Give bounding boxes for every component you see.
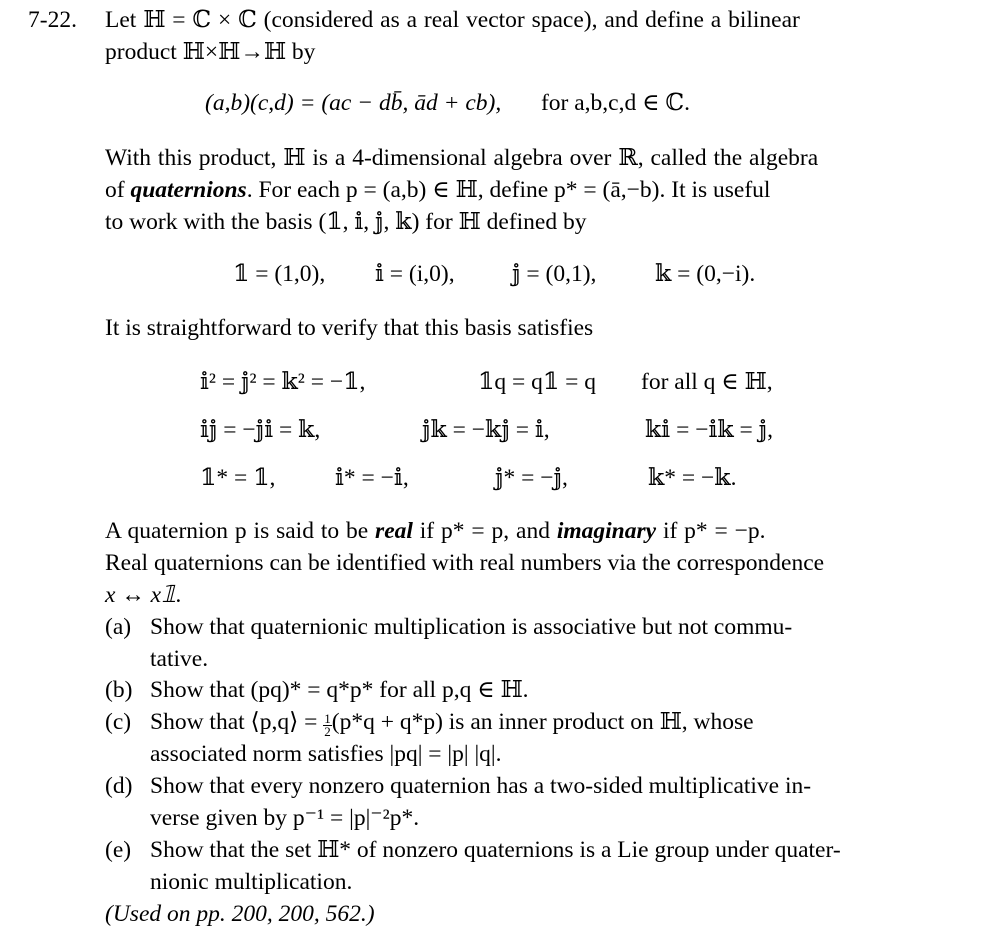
relation-ki: 𝕜𝕚 = −𝕚𝕜 = 𝕛, bbox=[645, 417, 774, 443]
paragraph1-line-2 bbox=[105, 174, 770, 206]
intro-line-2: product ℍ×ℍ→ℍ by bbox=[105, 39, 316, 65]
part-d-line-2: verse given by p⁻¹ = |p|⁻²p*. bbox=[150, 805, 420, 831]
text: A quaternion p is said to be bbox=[105, 518, 376, 544]
paragraph3-line-3: x ↔ x𝟙. bbox=[105, 582, 182, 608]
relation-ij: 𝕚𝕛 = −𝕛𝕚 = 𝕜, bbox=[200, 417, 321, 443]
part-a-line-2: tative. bbox=[150, 646, 209, 672]
basis-i: 𝕚 = (i,0), bbox=[375, 261, 455, 287]
term-quaternions: quaternions bbox=[130, 177, 247, 203]
part-a-label: (a) bbox=[105, 614, 132, 640]
fraction-denominator: 2 bbox=[324, 724, 331, 739]
basis-j: 𝕛 = (0,1), bbox=[512, 261, 597, 287]
part-e-line-2: nionic multiplication. bbox=[150, 869, 353, 895]
text: if p* = −p. bbox=[656, 518, 766, 544]
fraction-one-half bbox=[323, 713, 332, 738]
part-c-label: (c) bbox=[105, 709, 132, 735]
product-qualifier: for a,b,c,d ∈ ℂ. bbox=[540, 90, 690, 116]
paragraph1-line-1: With this product, ℍ is a 4-dimensional algebra over ℝ, called the algebra bbox=[105, 145, 819, 171]
part-d-line-1: Show that every nonzero quaternion has a two-sided multiplicative in- bbox=[150, 773, 812, 799]
product-formula-expr: (a,b)(c,d) = (ac − db̄, ād + cb), bbox=[205, 90, 502, 116]
relation-jk: 𝕛𝕜 = −𝕜𝕛 = 𝕚, bbox=[422, 417, 550, 443]
relation-identity: 𝟙q = q𝟙 = q bbox=[478, 369, 596, 395]
term-real: real bbox=[375, 518, 413, 544]
paragraph3-line-2: Real quaternions can be identified with real numbers via the correspondence bbox=[105, 550, 825, 576]
part-e-label: (e) bbox=[105, 837, 132, 863]
part-c-line-1 bbox=[150, 706, 754, 738]
fraction-numerator: 1 bbox=[324, 711, 331, 726]
conjugate-j: 𝕛* = −𝕛, bbox=[495, 465, 568, 491]
part-d-label: (d) bbox=[105, 773, 133, 799]
conjugate-k: 𝕜* = −𝕜. bbox=[648, 465, 737, 491]
product-formula bbox=[205, 87, 690, 119]
relation-squares: 𝕚² = 𝕛² = 𝕜² = −𝟙, bbox=[200, 369, 366, 395]
used-on-pages: (Used on pp. 200, 200, 562.) bbox=[105, 901, 375, 927]
text: Show that ⟨p,q⟩ = bbox=[150, 709, 324, 735]
part-a-line-1: Show that quaternionic multiplication is associative but not commu- bbox=[150, 614, 793, 640]
part-b-label: (b) bbox=[105, 677, 133, 703]
paragraph2: It is straightforward to verify that this basis satisfies bbox=[105, 315, 594, 341]
intro-line-1: Let ℍ = ℂ × ℂ (considered as a real vector space), and define a bilinear bbox=[105, 7, 800, 33]
term-imaginary: imaginary bbox=[556, 518, 657, 544]
paragraph1-line-3: to work with the basis (𝟙, 𝕚, 𝕛, 𝕜) for ℍ defined by bbox=[105, 209, 587, 235]
basis-one: 𝟙 = (1,0), bbox=[233, 261, 326, 287]
part-e-line-1: Show that the set ℍ* of nonzero quaternions is a Lie group under quater- bbox=[150, 837, 841, 863]
part-b-line-1: Show that (pq)* = q*p* for all p,q ∈ ℍ. bbox=[150, 677, 529, 703]
text: . For each p = (a,b) ∈ ℍ, define p* = (ā,−b). It is useful bbox=[246, 177, 771, 203]
conjugate-one: 𝟙* = 𝟙, bbox=[200, 465, 276, 491]
problem-number: 7-22. bbox=[28, 7, 77, 33]
relation-for-all: for all q ∈ ℍ, bbox=[641, 369, 773, 395]
text: of bbox=[105, 177, 131, 203]
paragraph3-line-1 bbox=[105, 515, 766, 547]
conjugate-i: 𝕚* = −𝕚, bbox=[335, 465, 409, 491]
text: if p* = p, and bbox=[412, 518, 557, 544]
part-c-line-2: associated norm satisfies |pq| = |p| |q|. bbox=[150, 741, 502, 767]
text: (p*q + q*p) is an inner product on ℍ, whose bbox=[331, 709, 754, 735]
basis-k: 𝕜 = (0,−i). bbox=[655, 261, 756, 287]
